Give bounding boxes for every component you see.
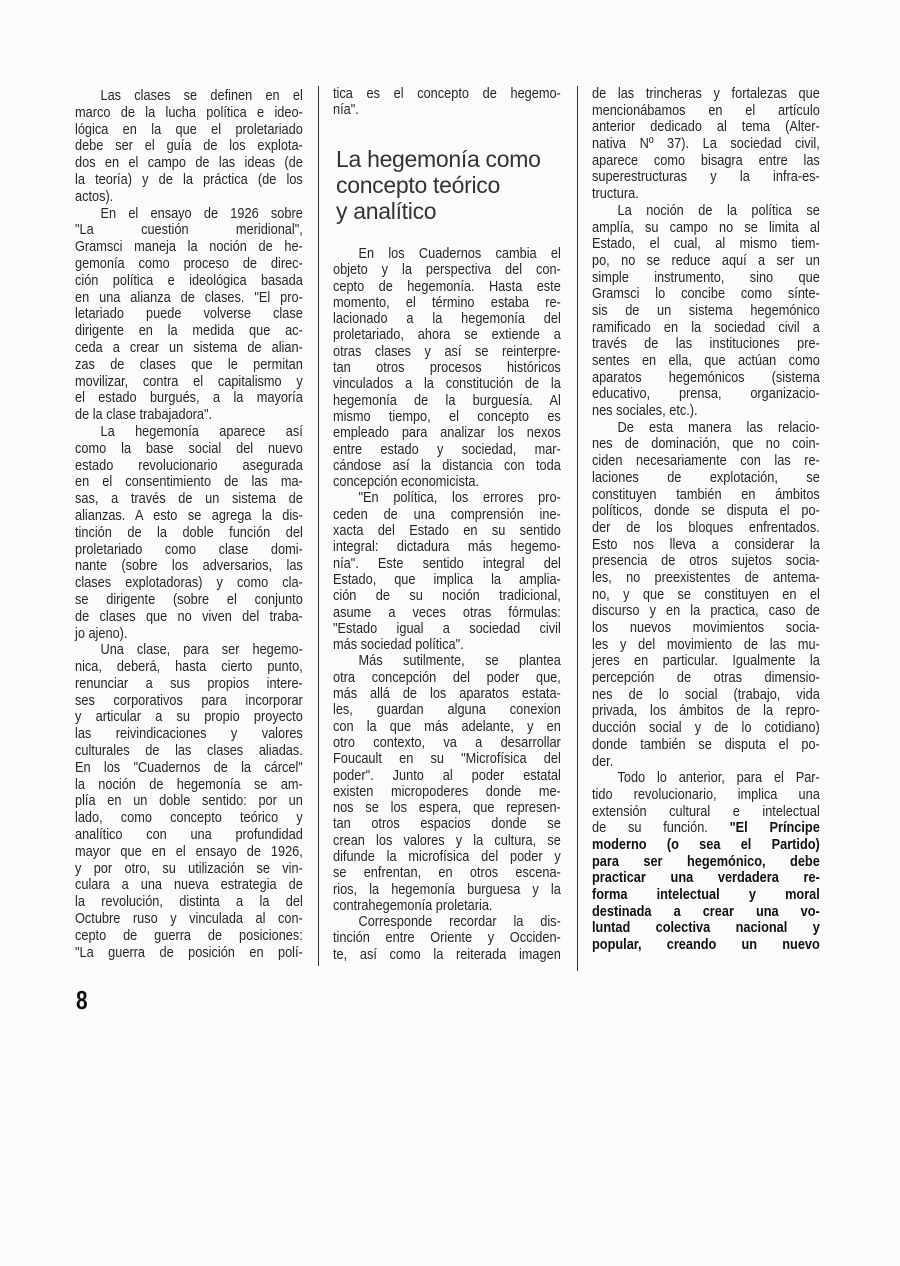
text-line: der de los bloques enfrentados. xyxy=(592,518,820,536)
text-line: hegemonía de la burguesía. Al xyxy=(333,391,561,409)
text-line: integral: dictadura más hegemo- xyxy=(333,538,561,556)
text-line: Corresponde recordar la dis- xyxy=(358,913,561,931)
bold-text: "El Príncipe xyxy=(729,819,820,837)
text-line: practicar una verdadera re- xyxy=(592,869,820,887)
text-line: las reivindicaciones y valores xyxy=(75,725,303,743)
text-line: de las trincheras y fortalezas que xyxy=(592,85,820,102)
text-line: extensión cultural e intelectual xyxy=(592,802,820,820)
text-line: Todo lo anterior, para el Par- xyxy=(617,769,820,787)
text-line: laciones de explotación, se xyxy=(592,468,820,486)
section-heading xyxy=(336,146,541,224)
text-line: culturales de las clases aliadas. xyxy=(75,742,303,760)
text-line: xacta del Estado en su sentido xyxy=(333,522,561,540)
text-line: les, guardan alguna conexion xyxy=(333,701,561,719)
text-line: nes de dominación, que no coin- xyxy=(592,435,820,453)
text-line: la revolución, distinta a la del xyxy=(75,893,303,911)
text-line: der. xyxy=(592,752,614,770)
paragraph xyxy=(333,914,561,963)
text-line: "Estado igual a sociedad civil xyxy=(333,619,561,637)
paragraph xyxy=(592,420,820,770)
text-line: nía". xyxy=(333,101,359,119)
text-line: ción de su noción tradicional, xyxy=(333,587,561,605)
text-line: ceda a crear un sistema de alian- xyxy=(75,338,303,356)
text-line: Octubre ruso y vinculada al con- xyxy=(75,910,303,928)
text-line: les, no preexistentes de antema- xyxy=(592,568,820,586)
text-line: En los "Cuadernos de la cárcel" xyxy=(75,758,303,776)
text-line: los nuevos movimientos socia- xyxy=(592,619,820,636)
text-line: "En política, los errores pro- xyxy=(358,489,561,507)
text-line: Esto nos lleva a considerar la xyxy=(592,535,820,553)
text-line: cepto de hegemonía. Hasta este xyxy=(333,277,561,295)
text-line: lacionado a la hegemonía del xyxy=(333,310,561,328)
text-line: En el ensayo de 1926 sobre xyxy=(100,204,303,222)
text-line: Foucault en su "Microfísica del xyxy=(333,750,561,768)
text-line: tinción entre Oriente y Occiden- xyxy=(333,929,561,947)
text-line: De esta manera las relacio- xyxy=(617,418,820,436)
text-line: en el consentimiento de las ma- xyxy=(75,473,303,491)
text-line: discurso y en la practica, caso de xyxy=(592,602,820,620)
text-line: se dirigente (sobre el conjunto xyxy=(75,590,303,608)
text-line: políticos, donde se disputa el po- xyxy=(592,502,820,520)
text-line: ciden necesariamente con las re- xyxy=(592,452,820,470)
text-line: renunciar a sus propios intere- xyxy=(75,674,303,692)
text-line: asume a veces otras fórmulas: xyxy=(333,603,561,621)
text-line: presencia de otros sujetos socia- xyxy=(592,552,820,570)
text-line: concepción economicista. xyxy=(333,473,480,491)
text-line: simple instrumento, sino que xyxy=(592,268,820,286)
text-line: con la que más adelante, y en xyxy=(333,717,561,735)
text-line: crean los valores y la cultura, se xyxy=(333,831,561,849)
text-line: en una alianza de clases. "El pro- xyxy=(75,288,303,306)
text-line: mismo tiempo, el concepto es xyxy=(333,407,561,425)
text-line: y articular a su propio proyecto xyxy=(75,708,303,726)
paragraph xyxy=(592,86,820,203)
text-line: clases explotadoras) y como cla- xyxy=(75,574,303,592)
text-line: de clases que no viven del traba- xyxy=(75,607,303,625)
text-line: Gramsci lo concibe como sínte- xyxy=(592,285,820,303)
text-line: través de las instituciones pre- xyxy=(592,335,820,353)
column-2-top xyxy=(333,86,561,119)
text-line: po, no se reduce aquí a ser un xyxy=(592,251,820,269)
text-line: tinción de la doble función del xyxy=(75,523,303,541)
page-number: 8 xyxy=(76,985,88,1015)
text-line: jeres en particular. Igualmente la xyxy=(592,652,820,670)
text-line: destinada a crear una vo- xyxy=(592,902,820,920)
text-line: la noción de hegemonía se am- xyxy=(75,775,303,793)
text-line: aparece como bisagra entre las xyxy=(592,151,820,169)
text-line: nante (sobre los adversarios, las xyxy=(75,557,303,575)
text-line: gemonía como proceso de direc- xyxy=(75,254,303,272)
paragraph xyxy=(75,424,303,642)
text-line: te, así como la reiterada imagen xyxy=(333,945,561,963)
text-line: En los Cuadernos cambia el xyxy=(358,245,561,262)
text-line: empleado para analizar los nexos xyxy=(333,424,561,442)
text-span: de su función. xyxy=(592,819,730,837)
text-line: movilizar, contra el capitalismo y xyxy=(75,372,303,390)
text-line: luntad colectiva nacional y xyxy=(592,919,820,937)
text-line: se enfrentan, en otros escena- xyxy=(333,864,561,882)
text-line: lado, como concepto teórico y xyxy=(75,809,303,827)
column-2 xyxy=(333,246,561,963)
paragraph xyxy=(592,203,820,420)
text-line: superestructuras y la infra-es- xyxy=(592,168,820,186)
text-line: moderno (o sea el Partido) xyxy=(592,835,820,853)
text-line: donde también se disputa el po- xyxy=(592,735,820,753)
text-line: les y del movimiento de las mu- xyxy=(592,635,820,653)
text-line: plía en un doble sentido: por un xyxy=(75,792,303,810)
text-line: el estado burgués, a la mayoría xyxy=(75,389,303,407)
text-line: proletariado, ahora se extiende a xyxy=(333,326,561,344)
text-line: nica, deberá, hasta cierto punto, xyxy=(75,658,303,676)
text-line: alianzas. A esto se agrega la dis- xyxy=(75,506,303,524)
text-line: y por otro, su utilización se vin- xyxy=(75,859,303,877)
text-line: nativa Nº 37). La sociedad civil, xyxy=(592,135,820,153)
text-line: analítico con una profundidad xyxy=(75,826,303,844)
text-line: anterior dedicado al tema (Alter- xyxy=(592,118,820,136)
text-line: nes sociales, etc.). xyxy=(592,402,698,420)
column-divider xyxy=(577,86,578,971)
text-line: otra concepción del poder que, xyxy=(333,668,561,686)
text-line: no, y que se constituyen en el xyxy=(592,585,820,603)
text-line: actos). xyxy=(75,187,114,205)
text-line: tica es el concepto de hegemo- xyxy=(333,85,561,102)
text-line: contrahegemonía proletaria. xyxy=(333,896,493,914)
text-line: rios, la hegemonía burguesa y la xyxy=(333,880,561,898)
text-line: tido revolucionario, implica una xyxy=(592,785,820,803)
paragraph xyxy=(75,88,303,206)
paragraph xyxy=(75,642,303,961)
text-line: Estado, el cual, al mismo tiem- xyxy=(592,235,820,253)
heading-line: y analítico xyxy=(336,198,437,224)
text-line: cándose así la distancia con toda xyxy=(333,456,561,474)
text-line: Estado, que implica la amplia- xyxy=(333,570,561,588)
text-line: lógica en la que el proletariado xyxy=(75,120,303,138)
text-line: sas, a través de un sistema de xyxy=(75,490,303,508)
text-line: como la base social del nuevo xyxy=(75,439,303,457)
text-line: nos se los espera, que represen- xyxy=(333,799,561,817)
text-line: constituyen también en ámbitos xyxy=(592,485,820,503)
text-line: marco de la lucha política e ideo- xyxy=(75,103,303,121)
paragraph xyxy=(333,653,561,914)
text-line: para ser hegemónico, debe xyxy=(592,852,820,870)
text-line: mencionábamos en el artículo xyxy=(592,101,820,119)
text-line: más sociedad política". xyxy=(333,636,464,654)
text-line: "La guerra de posición en polí- xyxy=(75,943,303,961)
text-line: debe ser el guía de los explota- xyxy=(75,137,303,155)
text-line: culara a una nueva estrategia de xyxy=(75,876,303,894)
text-line: Una clase, para ser hegemo- xyxy=(100,641,303,659)
text-line: ramificado en la sociedad civil a xyxy=(592,318,820,336)
text-line: jo ajeno). xyxy=(75,624,128,642)
paragraph xyxy=(592,770,820,954)
column-divider xyxy=(318,86,319,966)
text-line: sis de un sistema hegemónico xyxy=(592,301,820,319)
text-line: aparatos hegemónicos (sistema xyxy=(592,368,820,386)
text-line: ducción social y de lo cotidiano) xyxy=(592,719,820,737)
text-line: forma intelectual y moral xyxy=(592,886,820,903)
text-line: la teoría) y de la práctica (de los xyxy=(75,170,303,188)
text-line: popular, creando un nuevo xyxy=(592,936,820,954)
text-line: Las clases se definen en el xyxy=(100,87,303,104)
text-line: cepto de guerra de posiciones: xyxy=(75,926,303,944)
text-line: Más sutilmente, se plantea xyxy=(358,652,561,670)
text-line: amplía, su campo no se limita al xyxy=(592,218,820,236)
text-line: percepción de otras dimensio- xyxy=(592,669,820,687)
text-line: ceden de una comprensión ine- xyxy=(333,505,561,523)
text-line: poder". Junto al poder estatal xyxy=(333,766,561,784)
text-line: otro contexto, va a desarrollar xyxy=(333,733,561,751)
text-line: "La cuestión meridional", xyxy=(75,221,303,239)
text-line: zas de clases que le permitan xyxy=(75,355,303,373)
paragraph xyxy=(333,490,561,653)
text-line: objeto y la perspectiva del con- xyxy=(333,261,561,279)
text-line: ses corporativos para incorporar xyxy=(75,691,303,709)
heading-line: La hegemonía como xyxy=(336,146,541,172)
text-line: nes de lo social (trabajo, vida xyxy=(592,685,820,703)
paragraph xyxy=(75,206,303,424)
text-line: entre estado y sociedad, mar- xyxy=(333,440,561,458)
text-line: tructura. xyxy=(592,185,639,203)
text-line: letariado puede volverse clase xyxy=(75,305,303,323)
text-line: estado revolucionario asegurada xyxy=(75,456,303,474)
text-line: nía". Este sentido integral del xyxy=(333,554,561,572)
text-line xyxy=(592,820,820,837)
text-line: difunde la microfísica del poder y xyxy=(333,847,561,865)
text-line: La noción de la política se xyxy=(617,201,820,219)
text-line: vinculados a la constitución de la xyxy=(333,375,561,393)
text-line: dos en el campo de las ideas (de xyxy=(75,154,303,172)
text-line: tan otros procesos históricos xyxy=(333,359,561,377)
text-line: Gramsci maneja la noción de he- xyxy=(75,238,303,256)
text-line: ción política e ideológica basada xyxy=(75,271,303,289)
text-line: proletariado como clase domi- xyxy=(75,540,303,558)
text-line: otras clases y así se reinterpre- xyxy=(333,342,561,360)
column-1 xyxy=(75,88,303,961)
text-line: más allá de los aparatos estata- xyxy=(333,685,561,703)
column-3 xyxy=(592,86,820,954)
heading-line: concepto teórico xyxy=(336,172,500,198)
text-line: sentes en ella, que actúan como xyxy=(592,352,820,369)
paragraph xyxy=(333,246,561,490)
text-line: La hegemonía aparece así xyxy=(100,422,303,440)
text-line: educativo, prensa, organizacio- xyxy=(592,385,820,403)
text-line: momento, el término estaba re- xyxy=(333,293,561,311)
text-line: mayor que en el ensayo de 1926, xyxy=(75,842,303,860)
text-line: dirigente en la medida que ac- xyxy=(75,322,303,340)
text-line: existen micropoderes donde me- xyxy=(333,782,561,800)
text-line: de la clase trabajadora". xyxy=(75,406,213,424)
text-line: privada, los ámbitos de la repro- xyxy=(592,702,820,720)
paragraph xyxy=(333,86,561,119)
text-line: tan otros espacios donde se xyxy=(333,815,561,833)
